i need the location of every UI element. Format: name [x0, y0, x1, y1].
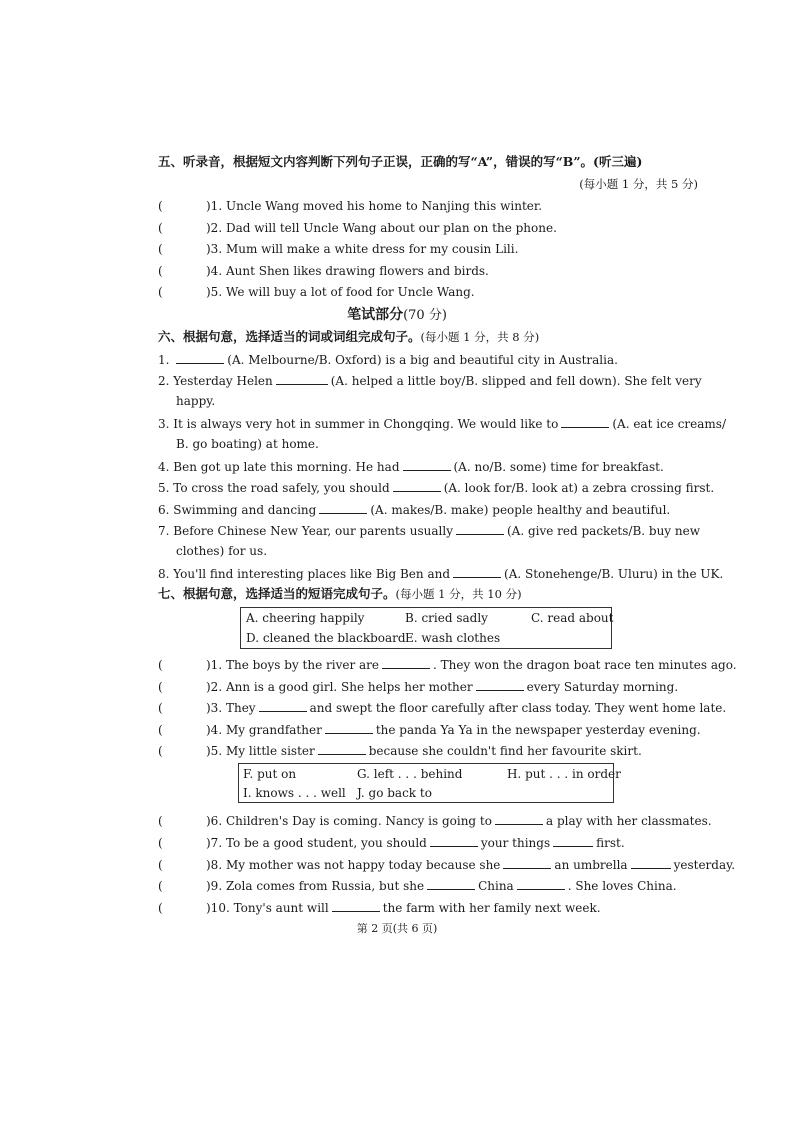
- section5-score: (每小题 1 分，共 5 分): [579, 177, 698, 191]
- answer-blank[interactable]: [456, 522, 504, 535]
- question-text: Before Chinese New Year, our parents usually: [173, 524, 453, 538]
- answer-paren[interactable]: (: [158, 879, 163, 893]
- section7-q7: [158, 834, 698, 851]
- option-a: A. cheering happily: [246, 611, 365, 625]
- answer-blank[interactable]: [259, 699, 307, 712]
- question-text: a play with her classmates.: [545, 814, 712, 828]
- question-text: Zola comes from Russia, but she: [225, 879, 425, 893]
- question-text: You'll find interesting places like Big Ben and: [173, 567, 451, 581]
- section7-q8: [158, 856, 736, 873]
- answer-paren[interactable]: (: [158, 814, 163, 828]
- question-text: the panda Ya Ya in the newspaper yesterday evening.: [375, 723, 701, 737]
- item-number: )2.: [206, 221, 223, 235]
- section7-q10: [158, 899, 698, 916]
- section6-q6: [158, 501, 698, 518]
- section6-q2-cont: [158, 393, 698, 409]
- question-text: (A. helped a little boy/B. slipped and fell down). She felt very: [330, 374, 702, 388]
- section7-heading-text: 七、根据句意，选择适当的短语完成句子。: [158, 586, 396, 601]
- question-text: an umbrella: [554, 858, 628, 872]
- option-h: H. put . . . in order: [507, 767, 621, 781]
- question-text: (A. Melbourne/B. Oxford) is a big and beautiful city in Australia.: [227, 353, 618, 367]
- question-text: The boys by the river are: [225, 658, 380, 672]
- section6-score: (每小题 1 分，共 8 分): [420, 330, 540, 344]
- answer-paren[interactable]: (: [158, 744, 163, 758]
- item-text: Uncle Wang moved his home to Nanjing this winter.: [225, 199, 543, 213]
- written-title-text: 笔试部分: [347, 307, 404, 323]
- answer-paren[interactable]: (: [158, 285, 163, 299]
- answer-paren[interactable]: (: [158, 242, 163, 256]
- section6-q4: [158, 458, 698, 475]
- answer-blank[interactable]: [517, 877, 565, 890]
- section6-heading: [158, 329, 698, 345]
- question-text: Children's Day is coming. Nancy is going to: [225, 814, 492, 828]
- question-number: )10.: [206, 901, 230, 915]
- answer-paren[interactable]: (: [158, 723, 163, 737]
- answer-paren[interactable]: (: [158, 221, 163, 235]
- question-text: the farm with her family next week.: [382, 901, 601, 915]
- question-text: . They won the dragon boat race ten minutes ago.: [433, 658, 737, 672]
- section6-q7: [158, 522, 698, 539]
- question-text: every Saturday morning.: [526, 680, 679, 694]
- section6-q8: [158, 565, 724, 582]
- question-text: your things: [480, 836, 551, 850]
- question-text: Ann is a good girl. She helps her mother: [225, 680, 473, 694]
- section5-item-4: [158, 263, 698, 279]
- answer-paren[interactable]: (: [158, 199, 163, 213]
- question-text: (A. no/B. some) time for breakfast.: [453, 460, 664, 474]
- question-text: Swimming and dancing: [173, 503, 317, 517]
- option-c: C. read about: [531, 611, 614, 625]
- answer-paren[interactable]: (: [158, 658, 163, 672]
- question-number: )8.: [206, 858, 223, 872]
- section7-q5: [158, 742, 698, 759]
- section7-score: (每小题 1 分，共 10 分): [395, 587, 522, 601]
- section7-q4: [158, 721, 701, 738]
- question-text: yesterday.: [673, 858, 736, 872]
- section6-q7-cont: [158, 543, 698, 559]
- question-text: (A. eat ice creams/: [612, 417, 726, 431]
- question-number: )7.: [206, 836, 223, 850]
- answer-blank[interactable]: [503, 856, 551, 869]
- section7-q9: [158, 877, 698, 894]
- section5-item-5: [158, 284, 698, 300]
- answer-blank[interactable]: [631, 856, 671, 869]
- question-text: B. go boating) at home.: [176, 437, 319, 451]
- question-text: first.: [596, 836, 625, 850]
- option-b: B. cried sadly: [405, 611, 488, 625]
- question-text: happy.: [176, 394, 216, 408]
- answer-blank[interactable]: [553, 834, 593, 847]
- question-text: My mother was not happy today because she: [225, 858, 501, 872]
- question-text: It is always very hot in summer in Chongqing. We would like to: [173, 417, 559, 431]
- options-box-2: [238, 763, 621, 803]
- question-number: )4.: [206, 723, 223, 737]
- answer-paren[interactable]: (: [158, 680, 163, 694]
- question-text: They: [225, 701, 256, 715]
- question-text: My grandfather: [225, 723, 322, 737]
- question-number: )6.: [206, 814, 223, 828]
- question-number: )2.: [206, 680, 223, 694]
- section7-heading: [158, 586, 698, 602]
- question-text: To be a good student, you should: [225, 836, 427, 850]
- item-number: )1.: [206, 199, 223, 213]
- answer-blank[interactable]: [453, 565, 501, 578]
- answer-blank[interactable]: [276, 372, 328, 385]
- answer-blank[interactable]: [176, 351, 224, 364]
- question-number: 6.: [158, 503, 170, 517]
- question-text: . She loves China.: [567, 879, 677, 893]
- item-text: Aunt Shen likes drawing flowers and birds.: [225, 264, 489, 278]
- answer-blank[interactable]: [476, 678, 524, 691]
- question-text: Tony's aunt will: [233, 901, 329, 915]
- answer-blank[interactable]: [561, 415, 609, 428]
- option-i: I. knows . . . well: [243, 786, 346, 800]
- answer-paren[interactable]: (: [158, 901, 163, 915]
- item-number: )3.: [206, 242, 223, 256]
- option-g: G. left . . . behind: [357, 767, 463, 781]
- section5-heading-text: 五、听录音，根据短文内容判断下列句子正误，正确的写“A”，错误的写“B”。(听三遍): [158, 154, 643, 169]
- answer-blank[interactable]: [319, 501, 367, 514]
- answer-blank[interactable]: [382, 656, 430, 669]
- question-number: )5.: [206, 744, 223, 758]
- written-section-title: [0, 304, 794, 324]
- section5-item-1: [158, 198, 698, 214]
- question-number: 3.: [158, 417, 170, 431]
- option-f: F. put on: [243, 767, 297, 781]
- answer-blank[interactable]: [403, 458, 451, 471]
- question-number: 2.: [158, 374, 170, 388]
- section5-heading: [158, 154, 698, 170]
- question-number: 7.: [158, 524, 170, 538]
- option-d: D. cleaned the blackboard: [246, 631, 406, 645]
- answer-blank[interactable]: [393, 479, 441, 492]
- section7-q1: [158, 656, 737, 673]
- section6-q3-cont: [158, 436, 698, 452]
- question-text: Yesterday Helen: [173, 374, 273, 388]
- question-text: (A. look for/B. look at) a zebra crossing first.: [443, 481, 715, 495]
- answer-paren[interactable]: (: [158, 858, 163, 872]
- section6-q2: [158, 372, 702, 389]
- question-text: clothes) for us.: [176, 544, 268, 558]
- question-text: Ben got up late this morning. He had: [173, 460, 400, 474]
- answer-blank[interactable]: [427, 877, 475, 890]
- question-number: 4.: [158, 460, 170, 474]
- item-number: )4.: [206, 264, 223, 278]
- question-text: My little sister: [225, 744, 315, 758]
- question-number: )9.: [206, 879, 223, 893]
- question-text: (A. Stonehenge/B. Uluru) in the UK.: [504, 567, 724, 581]
- question-number: 8.: [158, 567, 170, 581]
- item-text: We will buy a lot of food for Uncle Wang.: [225, 285, 475, 299]
- question-text: China: [478, 879, 514, 893]
- question-number: 5.: [158, 481, 170, 495]
- section7-q3: [158, 699, 727, 716]
- question-text: because she couldn't find her favourite skirt.: [368, 744, 642, 758]
- answer-paren[interactable]: (: [158, 836, 163, 850]
- answer-paren[interactable]: (: [158, 264, 163, 278]
- question-text: and swept the floor carefully after class today. They went home late.: [309, 701, 727, 715]
- question-text: To cross the road safely, you should: [173, 481, 390, 495]
- section5-item-2: [158, 220, 698, 236]
- option-e: E. wash clothes: [405, 631, 501, 645]
- question-text: (A. makes/B. make) people healthy and beautiful.: [370, 503, 671, 517]
- option-j: J. go back to: [357, 786, 432, 800]
- answer-blank[interactable]: [332, 899, 380, 912]
- section6-heading-text: 六、根据句意，选择适当的词或词组完成句子。: [158, 329, 421, 344]
- question-number: )1.: [206, 658, 223, 672]
- section6-q1: [158, 351, 698, 368]
- section5-item-3: [158, 241, 698, 257]
- question-text: (A. give red packets/B. buy new: [506, 524, 700, 538]
- question-number: 1.: [158, 353, 170, 367]
- item-text: Dad will tell Uncle Wang about our plan on the phone.: [225, 221, 557, 235]
- section6-q3: [158, 415, 726, 432]
- options-box-1: [240, 607, 612, 649]
- question-number: )3.: [206, 701, 223, 715]
- section6-q5: [158, 479, 715, 496]
- answer-blank[interactable]: [325, 721, 373, 734]
- item-text: Mum will make a white dress for my cousin Lili.: [225, 242, 519, 256]
- written-points: (70 分): [403, 308, 447, 323]
- answer-blank[interactable]: [495, 812, 543, 825]
- answer-blank[interactable]: [318, 742, 366, 755]
- answer-paren[interactable]: (: [158, 701, 163, 715]
- section7-q6: [158, 812, 712, 829]
- page-footer: 第 2 页(共 6 页): [356, 922, 438, 935]
- item-number: )5.: [206, 285, 223, 299]
- section7-q2: [158, 678, 698, 695]
- answer-blank[interactable]: [430, 834, 478, 847]
